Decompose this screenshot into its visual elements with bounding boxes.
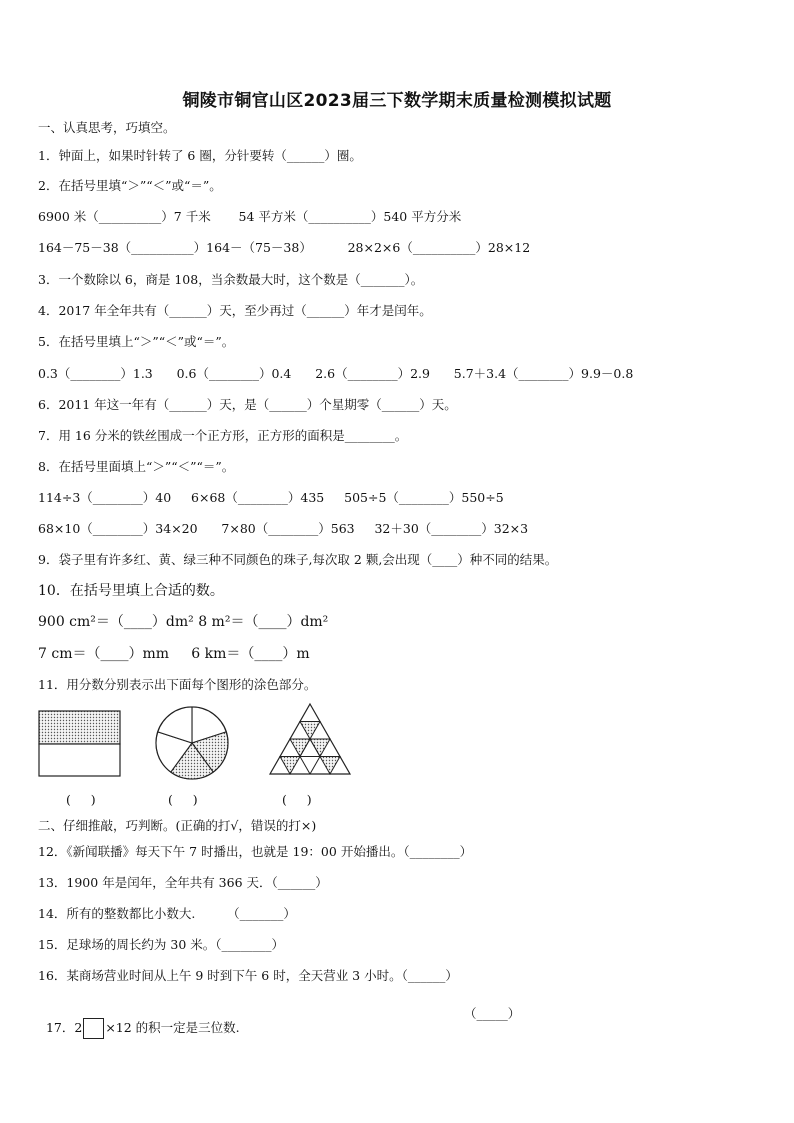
- question-8: 8．在括号里面填上“＞”“＜”“＝”。: [38, 459, 235, 474]
- shaded-triangle-figure: [268, 702, 352, 776]
- question-17-prefix: 17．2: [45, 1020, 83, 1035]
- question-2: 2．在括号里填“＞”“＜”或“＝”。: [38, 178, 222, 193]
- question-5-row: 0.3（________）1.3 0.6（________）0.4 2.6（________）2.9 5.7＋3.4（________）9.9－0.8: [38, 366, 634, 381]
- shaded-rectangle-figure: [38, 710, 122, 778]
- question-10: 10．在括号里填上合适的数。: [38, 583, 224, 599]
- fraction-figures: [0, 700, 794, 810]
- figure-1-answer: ( ): [66, 792, 96, 807]
- question-16: 16．某商场营业时间从上午 9 时到下午 6 时，全天营业 3 小时。（______）: [38, 968, 458, 983]
- question-17-answer: （_____）: [464, 1006, 521, 1021]
- question-11: 11．用分数分别表示出下面每个图形的涂色部分。: [38, 677, 317, 692]
- question-15: 15．足球场的周长约为 30 米。（________）: [38, 937, 285, 952]
- section-heading-2: 二、仔细推敲，巧判断。(正确的打√，错误的打×): [38, 818, 317, 833]
- question-8-row-2: 68×10（________）34×20 7×80（________）563 32＋30（________）32×3: [38, 521, 529, 536]
- question-10-row-1: 900 cm²＝（____）dm² 8 m²＝（____）dm²: [38, 614, 329, 630]
- question-2-row-1: 6900 米（__________）7 千米 54 平方米（__________）540 平方分米: [38, 209, 462, 224]
- question-13: 13．1900 年是闰年，全年共有 366 天．（______）: [38, 875, 328, 890]
- question-2-row-2: 164－75－38（__________）164－（75－38） 28×2×6（__________）28×12: [38, 240, 531, 255]
- figure-2-answer: ( ): [168, 792, 198, 807]
- section-heading-1: 一、认真思考，巧填空。: [38, 120, 176, 135]
- blank-digit-box: [83, 1018, 104, 1039]
- question-9: 9．袋子里有许多红、黄、绿三种不同颜色的珠子,每次取 2 颗,会出现（____）种不同的结果。: [38, 552, 558, 567]
- question-14: 14．所有的整数都比小数大. （_______）: [38, 906, 296, 921]
- question-10-row-2: 7 cm＝（____）mm 6 km＝（____）m: [38, 646, 310, 662]
- figure-3-answer: ( ): [282, 792, 312, 807]
- question-12: 12．《新闻联播》每天下午 7 时播出，也就是 19：00 开始播出。（________）: [38, 844, 473, 859]
- question-6: 6．2011 年这一年有（______）天，是（______）个星期零（______）天。: [38, 397, 457, 412]
- question-17: [38, 1002, 240, 1039]
- question-3: 3．一个数除以 6，商是 108，当余数最大时，这个数是（_______）。: [38, 272, 424, 287]
- question-8-row-1: 114÷3（________）40 6×68（________）435 505÷5（________）550÷5: [38, 490, 504, 505]
- question-1: 1．钟面上，如果时针转了 6 圈，分针要转（______）圈。: [38, 148, 362, 163]
- question-5: 5．在括号里填上“＞”“＜”或“＝”。: [38, 334, 235, 349]
- question-4: 4．2017 年全年共有（______）天，至少再过（______）年才是闰年。: [38, 303, 432, 318]
- shaded-circle-figure: [154, 705, 230, 781]
- question-17-text: ×12 的积一定是三位数.: [105, 1020, 240, 1035]
- question-7: 7．用 16 分米的铁丝围成一个正方形，正方形的面积是________。: [38, 428, 408, 443]
- page-title: 铜陵市铜官山区2023届三下数学期末质量检测模拟试题: [182, 91, 612, 111]
